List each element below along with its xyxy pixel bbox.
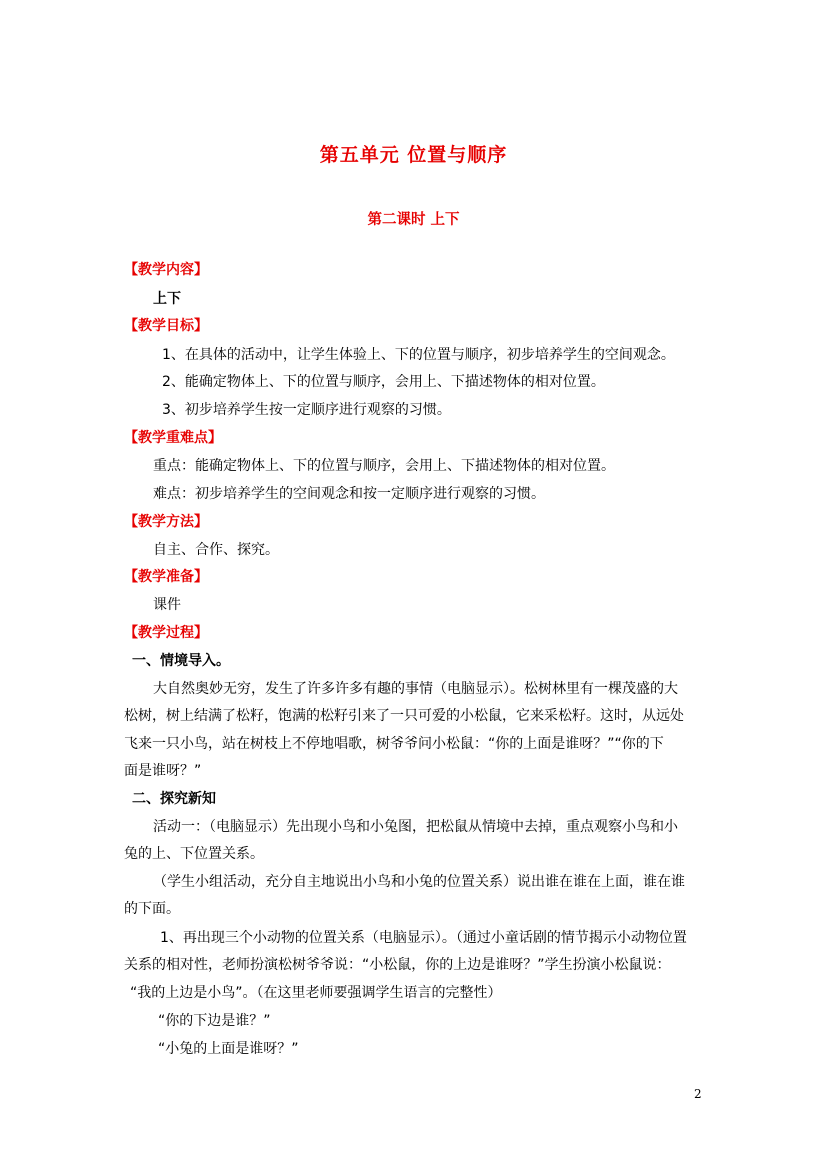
paragraph-line: 活动一：（电脑显示）先出现小鸟和小兔图，把松鼠从情境中去掉，重点观察小鸟和小	[153, 819, 678, 835]
paragraph-line: 飞来一只小鸟，站在树枝上不停地唱歌，树爷爷问小松鼠：“你的上面是谁呀？”“你的下	[124, 736, 664, 752]
paragraph-line: （学生小组活动，充分自主地说出小鸟和小兔的位置关系）说出谁在谁在上面，谁在谁	[153, 874, 685, 890]
dialogue-line: “你的下边是谁？”	[158, 1013, 271, 1029]
section-heading-process: 【教学过程】	[124, 625, 208, 641]
paragraph-line: 松树，树上结满了松籽，饱满的松籽引来了一只可爱的小松鼠，它来采松籽。这时，从远处	[124, 708, 684, 724]
content-body: 上下	[153, 291, 181, 307]
paragraph-line: 兔的上、下位置关系。	[124, 846, 264, 862]
paragraph-line: 大自然奥妙无穷，发生了许多许多有趣的事情（电脑显示）。松树林里有一棵茂盛的大	[153, 681, 678, 697]
process-part2-heading: 二、探究新知	[132, 791, 216, 807]
key-point: 重点：能确定物体上、下的位置与顺序，会用上、下描述物体的相对位置。	[153, 458, 615, 474]
methods-body: 自主、合作、探究。	[153, 542, 279, 558]
paragraph-line: 关系的相对性，老师扮演松树爷爷说：“小松鼠，你的上边是谁呀？”学生扮演小松鼠说：	[124, 957, 671, 973]
section-heading-methods: 【教学方法】	[124, 514, 208, 530]
section-heading-goals: 【教学目标】	[124, 318, 208, 334]
paragraph-line: 1、再出现三个小动物的位置关系（电脑显示）。（通过小童话剧的情节揭示小动物位置	[160, 930, 687, 946]
section-heading-preparation: 【教学准备】	[124, 569, 208, 585]
goal-item: 3、初步培养学生按一定顺序进行观察的习惯。	[162, 402, 451, 418]
paragraph-line: 面是谁呀？”	[124, 763, 202, 779]
difficult-point: 难点：初步培养学生的空间观念和按一定顺序进行观察的习惯。	[153, 486, 545, 502]
paragraph-line: “我的上边是小鸟”。（在这里老师要强调学生语言的完整性）	[130, 985, 502, 1001]
section-heading-key-points: 【教学重难点】	[124, 430, 222, 446]
preparation-body: 课件	[153, 597, 181, 613]
section-heading-content: 【教学内容】	[124, 262, 208, 278]
lesson-subtitle: 第二课时 上下	[367, 212, 460, 228]
goal-item: 2、能确定物体上、下的位置与顺序，会用上、下描述物体的相对位置。	[162, 374, 605, 390]
process-part1-heading: 一、情境导入。	[132, 653, 230, 669]
paragraph-line: 的下面。	[124, 901, 180, 917]
goal-item: 1、在具体的活动中，让学生体验上、下的位置与顺序，初步培养学生的空间观念。	[162, 347, 675, 363]
dialogue-line: “小兔的上面是谁呀？”	[158, 1041, 299, 1057]
page-number: 2	[694, 1087, 702, 1101]
unit-title: 第五单元 位置与顺序	[319, 144, 508, 166]
